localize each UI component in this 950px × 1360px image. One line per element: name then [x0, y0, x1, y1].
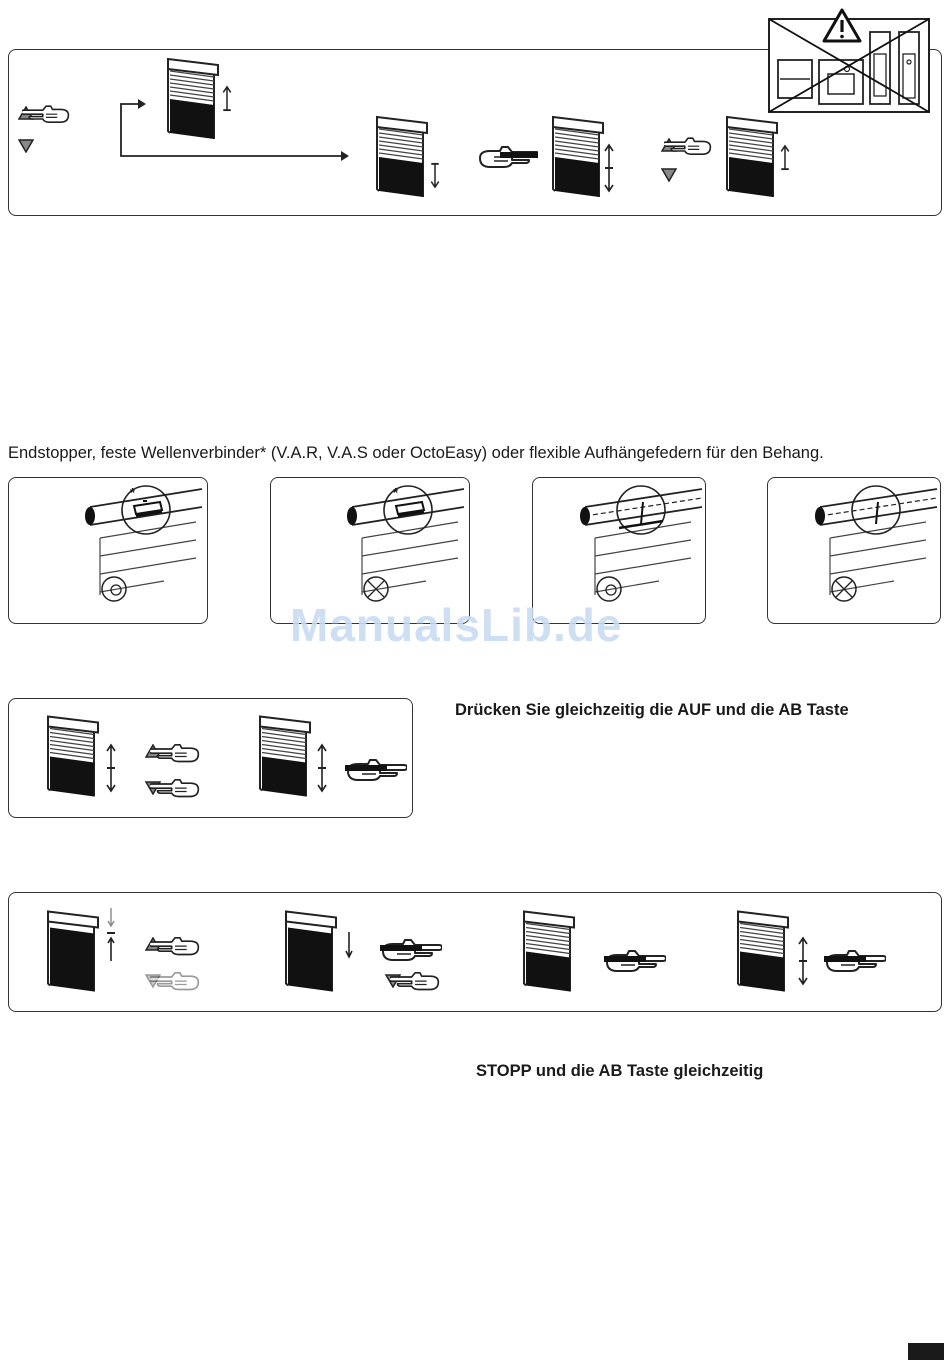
- instruction-stop-down: STOPP und die AB Taste gleichzeitig: [476, 1062, 764, 1080]
- shutter-icon: [256, 710, 316, 805]
- shutter-icon: [44, 710, 104, 805]
- up-down-arrow-icon: [604, 143, 614, 193]
- up-down-arrow-icon: [317, 742, 327, 794]
- down-arrow-icon: [430, 162, 440, 190]
- pointing-hand-icon: [390, 969, 440, 995]
- closed-shutter-icon: [44, 905, 104, 1000]
- roller-tube-illustration: [579, 480, 704, 600]
- closed-shutter-icon: [282, 905, 342, 1000]
- down-arrow-icon: [345, 930, 353, 960]
- down-triangle-icon: [661, 168, 677, 182]
- shutter-icon: [734, 905, 794, 1000]
- shutter-icon: [723, 113, 783, 203]
- shaft-accessories-caption: Endstopper, feste Wellenverbinder* (V.A.R, V.A.S oder OctoEasy) oder flexible Aufhängefedern für den Behang.: [8, 444, 824, 462]
- up-arrow-icon: [780, 143, 790, 171]
- shutter-icon: [164, 55, 224, 145]
- arrow-adjust-icon: [106, 906, 116, 966]
- stop-hand-icon: [345, 756, 407, 786]
- shutter-icon: [520, 905, 580, 1000]
- roller-tube-illustration: [814, 480, 939, 600]
- pointing-hand-icon: [150, 776, 200, 802]
- roller-tube-illustration: [346, 480, 466, 600]
- stop-hand-icon: [824, 947, 886, 977]
- asterisk-mark: *: [393, 485, 399, 500]
- warning-icon: [822, 8, 862, 44]
- shutter-icon: [549, 113, 609, 203]
- instruction-up-down: Drücken Sie gleichzeitig die AUF und die AB Taste: [455, 701, 849, 719]
- pointing-hand-icon: [664, 134, 712, 160]
- pointing-hand-icon: [150, 741, 200, 767]
- roller-tube-illustration: [84, 480, 204, 600]
- watermark: ManualsLib.de: [290, 599, 623, 651]
- up-down-arrow-icon: [798, 935, 808, 987]
- page-marker: [908, 1343, 944, 1360]
- up-down-arrow-icon: [106, 742, 116, 794]
- stop-hand-icon: [380, 936, 442, 966]
- up-arrow-icon: [222, 84, 232, 112]
- stop-hand-icon: [604, 947, 666, 977]
- asterisk-mark: *: [130, 485, 136, 500]
- shutter-icon: [373, 113, 433, 203]
- flow-arrow: [118, 100, 358, 160]
- pointing-hand-icon: [150, 969, 200, 995]
- pointing-hand-icon: [22, 102, 70, 128]
- down-triangle-icon: [18, 139, 34, 153]
- stop-hand-icon: [478, 143, 538, 173]
- pointing-hand-icon: [150, 934, 200, 960]
